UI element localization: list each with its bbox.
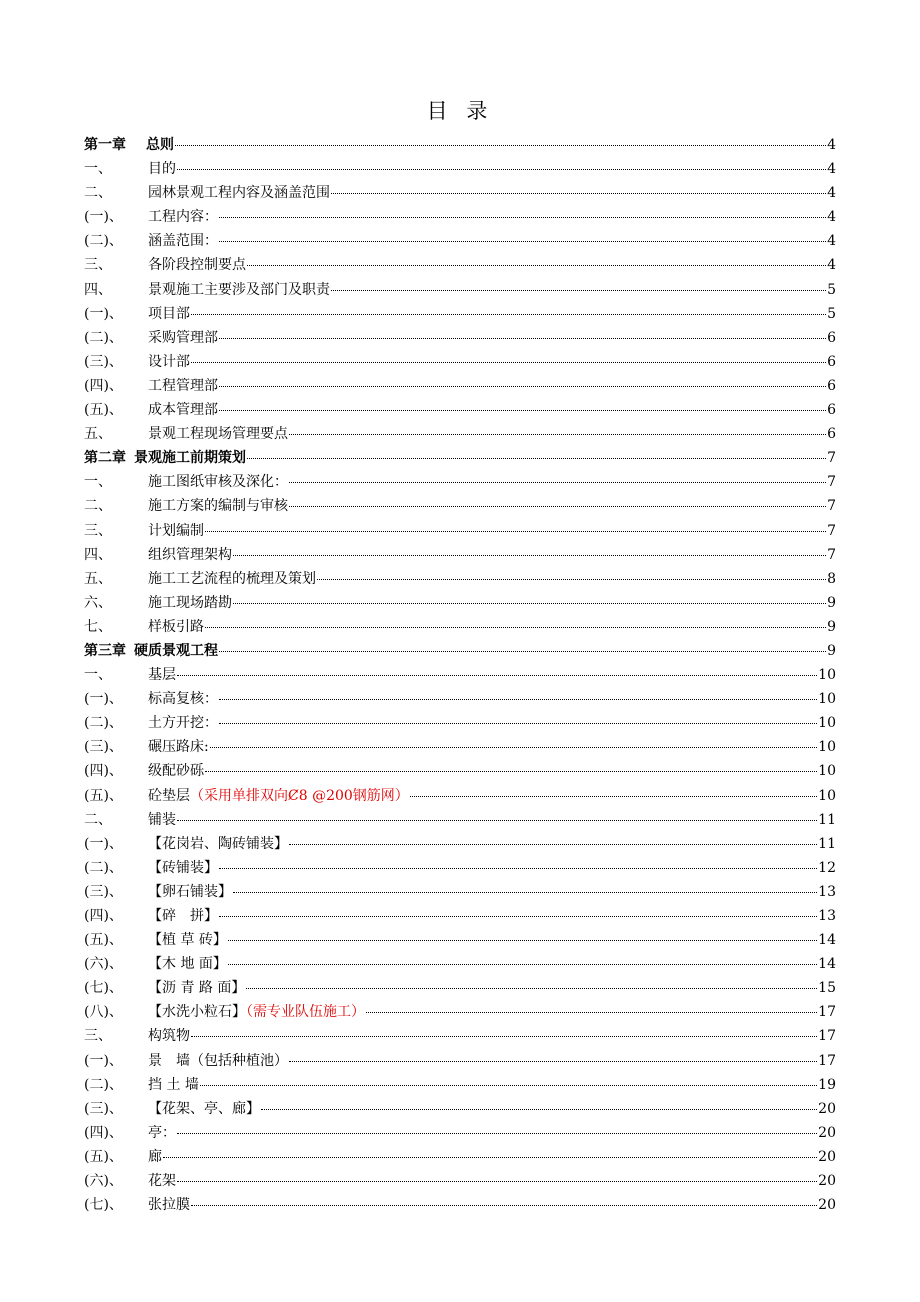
toc-entry-page: 10 (818, 787, 836, 804)
toc-entry[interactable] (84, 446, 836, 470)
page-title: 目 录 (426, 99, 494, 123)
toc-entry-number: (二)、 (84, 233, 123, 250)
toc-entry-label (148, 519, 204, 543)
dot-leader (331, 193, 826, 194)
toc-entry[interactable] (84, 808, 836, 832)
dot-leader (289, 506, 826, 507)
toc-entry-note: （采用单排双向Ȼ8 @200钢筋网） (190, 787, 409, 804)
toc-entry-title: 【花岗岩、陶砖铺装】 (148, 835, 288, 852)
toc-entry-title: 【碎 拼】 (148, 908, 218, 924)
toc-entry-label (148, 350, 190, 374)
toc-entry-page: 17 (818, 1052, 836, 1069)
toc-entry-label (148, 904, 218, 928)
toc-entry-page: 20 (818, 1148, 836, 1165)
toc-entry-number: (一)、 (84, 691, 123, 708)
toc-entry[interactable] (84, 1145, 836, 1169)
toc-entry[interactable] (84, 567, 836, 591)
toc-entry-label (148, 1097, 260, 1121)
toc-entry[interactable] (84, 784, 836, 808)
dot-leader (191, 1205, 817, 1206)
dot-leader (191, 362, 826, 363)
toc-entry-number: (三)、 (84, 353, 123, 370)
toc-entry-number: 一、 (84, 667, 112, 684)
toc-entry[interactable] (84, 398, 836, 422)
toc-entry-number: (七)、 (84, 980, 123, 997)
toc-entry-label (148, 856, 218, 880)
toc-entry-page: 13 (818, 883, 836, 900)
toc-entry-page: 4 (827, 161, 836, 178)
dot-leader (247, 265, 826, 266)
toc-entry-label (148, 759, 204, 783)
dot-leader (205, 771, 817, 772)
toc-entry[interactable] (84, 350, 836, 374)
toc-entry[interactable] (84, 205, 836, 229)
toc-entry-page: 20 (818, 1100, 836, 1117)
toc-entry-page: 5 (827, 281, 836, 298)
toc-entry-label (148, 591, 232, 615)
toc-entry[interactable] (84, 253, 836, 277)
toc-entry-number: (六)、 (84, 1173, 123, 1190)
table-of-contents (84, 133, 836, 1217)
toc-entry-label (148, 543, 232, 567)
toc-entry[interactable] (84, 952, 836, 976)
toc-entry-page: 5 (827, 305, 836, 322)
toc-entry-title: 【砖铺装】 (148, 859, 218, 876)
toc-entry-number: 三、 (84, 1028, 112, 1045)
dot-leader (191, 1036, 817, 1037)
toc-entry-number: 二、 (84, 498, 112, 515)
toc-entry-label (134, 639, 218, 663)
toc-entry-title: 样板引路 (148, 618, 204, 635)
toc-entry-page: 14 (818, 932, 836, 949)
dot-leader (289, 1061, 817, 1062)
toc-entry-page: 13 (818, 908, 836, 924)
toc-entry-page: 10 (818, 667, 836, 684)
dot-leader (247, 458, 826, 459)
toc-entry[interactable] (84, 157, 836, 181)
toc-entry-title: 施工图纸审核及深化： (148, 474, 288, 491)
toc-entry-label (148, 253, 246, 277)
toc-entry[interactable] (84, 326, 836, 350)
toc-entry-page: 10 (818, 691, 836, 708)
toc-entry-label (148, 784, 409, 808)
dot-leader (233, 555, 826, 556)
dot-leader (177, 1181, 817, 1182)
toc-entry-note: （需专业队伍施工） (246, 1004, 365, 1021)
toc-entry[interactable] (84, 1024, 836, 1048)
toc-entry-page: 17 (818, 1004, 836, 1021)
dot-leader (163, 1157, 817, 1158)
dot-leader (219, 868, 817, 869)
toc-entry-label (148, 229, 218, 253)
toc-entry-page: 12 (818, 859, 836, 876)
toc-entry-page: 7 (827, 522, 836, 539)
toc-entry-title: 【木 地 面】 (148, 956, 227, 973)
dot-leader (175, 145, 826, 146)
toc-entry-page: 15 (818, 980, 836, 997)
toc-entry[interactable] (84, 663, 836, 687)
toc-entry-title: 花架 (148, 1173, 176, 1190)
toc-entry-label (148, 1121, 176, 1145)
toc-entry-number: (七)、 (84, 1197, 123, 1214)
dot-leader (219, 651, 826, 652)
toc-entry-number: (四)、 (84, 1124, 123, 1141)
toc-entry-title: 构筑物 (148, 1028, 190, 1045)
toc-entry-label (148, 157, 176, 181)
dot-leader (246, 988, 817, 989)
toc-entry-page: 8 (827, 570, 836, 587)
toc-entry-page: 20 (818, 1124, 836, 1141)
toc-entry-number: 二、 (84, 811, 112, 828)
toc-entry-label (148, 278, 330, 302)
toc-entry-title: 园林景观工程内容及涵盖范围 (148, 185, 330, 202)
toc-entry[interactable] (84, 374, 836, 398)
toc-entry-number: (二)、 (84, 329, 123, 346)
toc-entry-page: 17 (818, 1028, 836, 1045)
toc-entry-page: 11 (818, 835, 836, 852)
toc-entry[interactable] (84, 470, 836, 494)
dot-leader (219, 338, 826, 339)
toc-entry-page: 6 (827, 426, 836, 443)
toc-entry-number: 二、 (84, 185, 112, 202)
toc-entry-title: 目的 (148, 161, 176, 178)
toc-entry-label (148, 711, 218, 735)
toc-entry-page: 4 (827, 137, 836, 153)
toc-entry-title: 组织管理架构 (148, 546, 232, 563)
toc-entry-page: 7 (827, 498, 836, 515)
toc-entry[interactable] (84, 928, 836, 952)
dot-leader (219, 241, 826, 242)
toc-entry-label (148, 735, 209, 759)
toc-entry-title: 各阶段控制要点 (148, 257, 246, 274)
toc-entry-page: 20 (818, 1197, 836, 1214)
toc-entry-number: (三)、 (84, 883, 123, 900)
dot-leader (191, 314, 826, 315)
toc-entry-page: 6 (827, 329, 836, 346)
toc-entry-number: (四)、 (84, 908, 123, 924)
toc-entry[interactable] (84, 832, 836, 856)
toc-entry-title: 级配砂砾 (148, 763, 204, 780)
dot-leader (205, 531, 826, 532)
toc-entry-number: (一)、 (84, 835, 123, 852)
toc-entry[interactable] (84, 711, 836, 735)
toc-entry[interactable] (84, 591, 836, 615)
toc-entry-page: 4 (827, 209, 836, 226)
toc-entry-label (148, 181, 330, 205)
dot-leader (228, 964, 817, 965)
toc-entry-label (148, 494, 288, 518)
toc-entry-label (148, 398, 218, 422)
toc-entry-number: 三、 (84, 257, 112, 274)
toc-entry-page: 6 (827, 402, 836, 419)
toc-entry-label (148, 663, 176, 687)
toc-entry-title: 景观施工主要涉及部门及职责 (148, 281, 330, 298)
toc-entry[interactable] (84, 735, 836, 759)
toc-entry-number: 六、 (84, 594, 112, 611)
toc-entry-page: 7 (827, 450, 836, 467)
toc-entry-number: 一、 (84, 474, 112, 491)
toc-entry[interactable] (84, 302, 836, 326)
toc-entry-label (148, 205, 218, 229)
toc-entry-title: 【水洗小粒石】 (148, 1004, 246, 1021)
toc-entry-title: 基层 (148, 667, 176, 684)
toc-entry-title: 施工现场踏勘 (148, 594, 232, 611)
toc-entry-title: 【花架、亭、廊】 (148, 1100, 260, 1117)
toc-entry-label (148, 952, 227, 976)
dot-leader (219, 699, 817, 700)
toc-entry-label (148, 687, 218, 711)
toc-entry-number: (一)、 (84, 209, 123, 226)
dot-leader (331, 290, 826, 291)
toc-entry-page: 20 (818, 1173, 836, 1190)
toc-entry-title: 景 墙（包括种植池） (148, 1052, 288, 1069)
dot-leader (219, 410, 826, 411)
dot-leader (177, 169, 826, 170)
dot-leader (261, 1109, 817, 1110)
toc-entry[interactable] (84, 1193, 836, 1217)
toc-entry-label (148, 808, 176, 832)
toc-entry-number: (八)、 (84, 1004, 123, 1021)
toc-entry-label (148, 880, 232, 904)
toc-entry[interactable] (84, 422, 836, 446)
toc-entry-title: 计划编制 (148, 522, 204, 539)
toc-entry[interactable] (84, 1073, 836, 1097)
toc-entry-title: 施工方案的编制与审核 (148, 498, 288, 515)
toc-entry[interactable] (84, 880, 836, 904)
toc-entry-label (148, 1049, 288, 1073)
toc-entry[interactable] (84, 615, 836, 639)
toc-entry-title: 【卵石铺装】 (148, 883, 232, 900)
toc-entry-label (148, 567, 316, 591)
toc-entry-page: 10 (818, 763, 836, 780)
toc-entry-title: 采购管理部 (148, 329, 218, 346)
toc-entry-page: 4 (827, 233, 836, 250)
toc-entry[interactable] (84, 1169, 836, 1193)
toc-entry-title: 碾压路床: (148, 739, 209, 756)
dot-leader (219, 723, 817, 724)
toc-entry-label (148, 976, 245, 1000)
dot-leader (366, 1012, 817, 1013)
toc-entry-title: 工程内容： (148, 209, 218, 226)
toc-entry-label (134, 446, 246, 470)
toc-entry-page: 4 (827, 257, 836, 274)
toc-entry-title: 项目部 (148, 305, 190, 322)
toc-entry-page: 9 (827, 594, 836, 611)
toc-entry-label (148, 326, 218, 350)
toc-entry-title: 廊 (148, 1148, 162, 1165)
toc-entry-number: 第三章 (84, 642, 126, 659)
toc-entry-page: 7 (827, 474, 836, 491)
toc-entry[interactable] (84, 519, 836, 543)
toc-entry-number: 一、 (84, 161, 112, 178)
dot-leader (177, 1133, 817, 1134)
toc-entry-page: 14 (818, 956, 836, 973)
toc-entry-number: (四)、 (84, 763, 123, 780)
dot-leader (289, 844, 817, 845)
toc-entry[interactable] (84, 976, 836, 1000)
toc-entry-label (148, 470, 288, 494)
toc-entry-title: 张拉膜 (148, 1197, 190, 1214)
toc-entry[interactable] (84, 1049, 836, 1073)
dot-leader (177, 675, 817, 676)
toc-entry-title: 涵盖范围： (148, 233, 218, 250)
toc-entry-number: 四、 (84, 546, 112, 563)
toc-entry-label (148, 615, 204, 639)
toc-entry-title: 总则 (146, 137, 174, 153)
toc-entry-number: (五)、 (84, 787, 123, 804)
toc-entry-title: 硬质景观工程 (134, 642, 218, 659)
toc-entry-number: (五)、 (84, 1148, 123, 1165)
toc-entry-number: (五)、 (84, 932, 123, 949)
toc-entry-label (148, 1024, 190, 1048)
dot-leader (205, 627, 826, 628)
toc-entry[interactable] (84, 1121, 836, 1145)
toc-entry-page: 6 (827, 353, 836, 370)
toc-entry-page: 10 (818, 739, 836, 756)
toc-entry-number: (三)、 (84, 1100, 123, 1117)
toc-entry-label (148, 928, 227, 952)
toc-entry-label (148, 1169, 176, 1193)
toc-entry[interactable] (84, 181, 836, 205)
toc-entry-title: 挡 土 墙 (148, 1076, 199, 1093)
toc-entry-page: 6 (827, 377, 836, 394)
toc-entry-number: 五、 (84, 426, 112, 443)
toc-entry[interactable] (84, 278, 836, 302)
toc-entry-title: 铺装 (148, 811, 176, 828)
toc-entry[interactable] (84, 639, 836, 663)
toc-entry-title: 景观工程现场管理要点 (148, 426, 288, 443)
toc-entry-label (148, 1145, 162, 1169)
toc-entry-label (146, 133, 174, 157)
toc-entry[interactable] (84, 687, 836, 711)
toc-entry-label (148, 1073, 199, 1097)
toc-entry-page: 9 (827, 618, 836, 635)
toc-entry-title: 工程管理部 (148, 377, 218, 394)
toc-entry[interactable] (84, 229, 836, 253)
toc-entry-title: 施工工艺流程的梳理及策划 (148, 570, 316, 587)
dot-leader (289, 434, 826, 435)
dot-leader (210, 747, 817, 748)
toc-entry-label (148, 422, 288, 446)
toc-entry-page: 19 (818, 1076, 836, 1093)
toc-entry-title: 设计部 (148, 353, 190, 370)
toc-entry[interactable] (84, 1097, 836, 1121)
dot-leader (219, 386, 826, 387)
toc-entry[interactable] (84, 856, 836, 880)
toc-entry-title: 【沥 青 路 面】 (148, 980, 246, 997)
toc-entry-label (148, 832, 288, 856)
toc-entry-page: 11 (818, 811, 836, 828)
toc-entry-number: 四、 (84, 281, 112, 298)
toc-entry-number: 三、 (84, 522, 112, 539)
toc-entry-label (148, 1193, 190, 1217)
toc-entry-number: (二)、 (84, 859, 123, 876)
toc-entry[interactable] (84, 543, 836, 567)
toc-entry-title: 成本管理部 (148, 402, 218, 419)
toc-entry-number: 第二章 (84, 450, 126, 467)
toc-entry-page: 9 (827, 642, 836, 659)
toc-entry[interactable] (84, 1000, 836, 1024)
toc-entry-number: (二)、 (84, 715, 123, 732)
toc-entry-number: 七、 (84, 618, 112, 635)
toc-entry-number: (二)、 (84, 1076, 123, 1093)
toc-entry-number: (五)、 (84, 402, 123, 419)
toc-entry-page: 4 (827, 185, 836, 202)
toc-entry-number: (六)、 (84, 956, 123, 973)
dot-leader (410, 796, 817, 797)
toc-entry-number: 第一章 (84, 137, 126, 153)
toc-entry-title: 【植 草 砖】 (148, 932, 227, 949)
dot-leader (177, 820, 817, 821)
toc-entry-page: 10 (818, 715, 836, 732)
dot-leader (233, 892, 817, 893)
dot-leader (200, 1085, 817, 1086)
dot-leader (219, 217, 826, 218)
toc-entry-number: (三)、 (84, 739, 123, 756)
dot-leader (317, 579, 826, 580)
toc-entry-number: (四)、 (84, 377, 123, 394)
dot-leader (219, 916, 817, 917)
toc-entry-number: (一)、 (84, 1052, 123, 1069)
toc-entry-title: 砼垫层 (148, 787, 190, 804)
toc-entry[interactable] (84, 759, 836, 783)
toc-entry[interactable] (84, 133, 836, 157)
toc-entry[interactable] (84, 904, 836, 928)
toc-entry-label (148, 1000, 365, 1024)
dot-leader (289, 482, 826, 483)
toc-entry-title: 景观施工前期策划 (134, 450, 246, 467)
toc-entry-number: 五、 (84, 570, 112, 587)
toc-entry-title: 标高复核： (148, 691, 218, 708)
toc-entry-title: 亭： (148, 1124, 176, 1141)
toc-entry-label (148, 374, 218, 398)
toc-entry[interactable] (84, 494, 836, 518)
dot-leader (228, 940, 817, 941)
toc-entry-page: 7 (827, 546, 836, 563)
toc-entry-number: (一)、 (84, 305, 123, 322)
toc-entry-title: 土方开挖： (148, 715, 218, 732)
toc-entry-label (148, 302, 190, 326)
dot-leader (233, 603, 826, 604)
